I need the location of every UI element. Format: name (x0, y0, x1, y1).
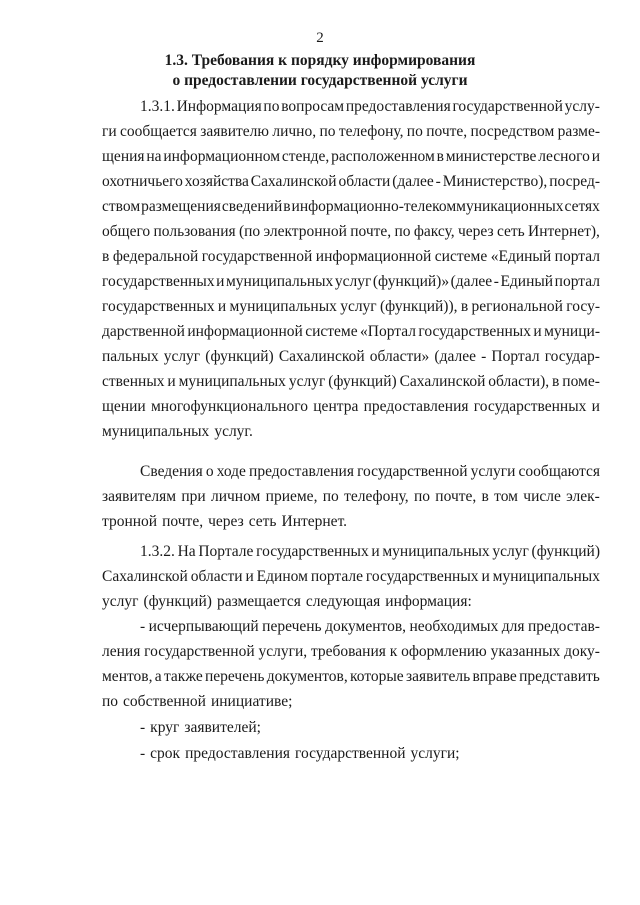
text-line: 1.3.2. На Портале государственных и муниципальных услуг (функций) (140, 543, 600, 560)
text-line: - исчерпывающий перечень документов, необходимых для предостав- (140, 618, 600, 635)
text-line: щения на информационном стенде, расположенном в министерстве лесного и (102, 148, 600, 165)
text-line: щении многофункционального центра предоставления государственных и (102, 398, 600, 415)
paragraph (102, 94, 600, 444)
paragraph (102, 614, 600, 714)
text-line: ментов, а также перечень документов, которые заявитель вправе представить (102, 668, 600, 685)
page-number: 2 (316, 30, 324, 46)
text-line: ги сообщается заявителю лично, по телефону, по почте, посредством разме- (102, 123, 600, 140)
text-line: государственных и муниципальных услуг (функций)» (далее - Единый портал (102, 273, 600, 290)
paragraph (102, 715, 600, 740)
section-heading-line-2: о предоставлении государственной услуги (172, 72, 468, 89)
section-heading-line-1: 1.3. Требования к порядку информирования (164, 52, 476, 69)
paragraph (102, 459, 600, 534)
text-line: - срок предоставления государственной услуги; (140, 745, 460, 762)
text-line: 1.3.1. Информация по вопросам предоставления государственной услу- (140, 98, 600, 115)
text-line: ством размещения сведений в информационно-телекоммуникационных сетях (102, 198, 600, 215)
text-line: тронной почте, через сеть Интернет. (102, 513, 348, 530)
section-heading (0, 51, 640, 91)
text-line: Сахалинской области и Едином портале государственных и муниципальных (102, 568, 600, 585)
text-line: услуг (функций) размещается следующая информация: (102, 593, 472, 610)
text-line: ления государственной услуги, требования к оформлению указанных доку- (102, 643, 600, 660)
text-line: дарственной информационной системе «Портал государственных и муници- (102, 323, 600, 340)
text-line: пальных услуг (функций) Сахалинской области» (далее - Портал государ- (102, 348, 600, 365)
paragraph (102, 539, 600, 614)
text-line: Сведения о ходе предоставления государственной услуги сообщаются (140, 463, 600, 480)
text-line: охотничьего хозяйства Сахалинской области (далее - Министерство), посред- (102, 173, 600, 190)
text-line: муниципальных услуг. (102, 423, 253, 440)
text-line: общего пользования (по электронной почте, по факсу, через сеть Интернет), (102, 223, 600, 240)
text-line: по собственной инициативе; (102, 693, 293, 710)
text-line: ственных и муниципальных услуг (функций) Сахалинской области), в поме- (102, 373, 600, 390)
text-line: государственных и муниципальных услуг (функций)), в региональной госу- (102, 298, 600, 315)
text-line: в федеральной государственной информационной системе «Единый портал (102, 248, 600, 265)
text-line: заявителям при личном приеме, по телефону, по почте, в том числе элек- (102, 488, 600, 505)
paragraph (102, 741, 600, 766)
text-line: - круг заявителей; (140, 719, 261, 736)
